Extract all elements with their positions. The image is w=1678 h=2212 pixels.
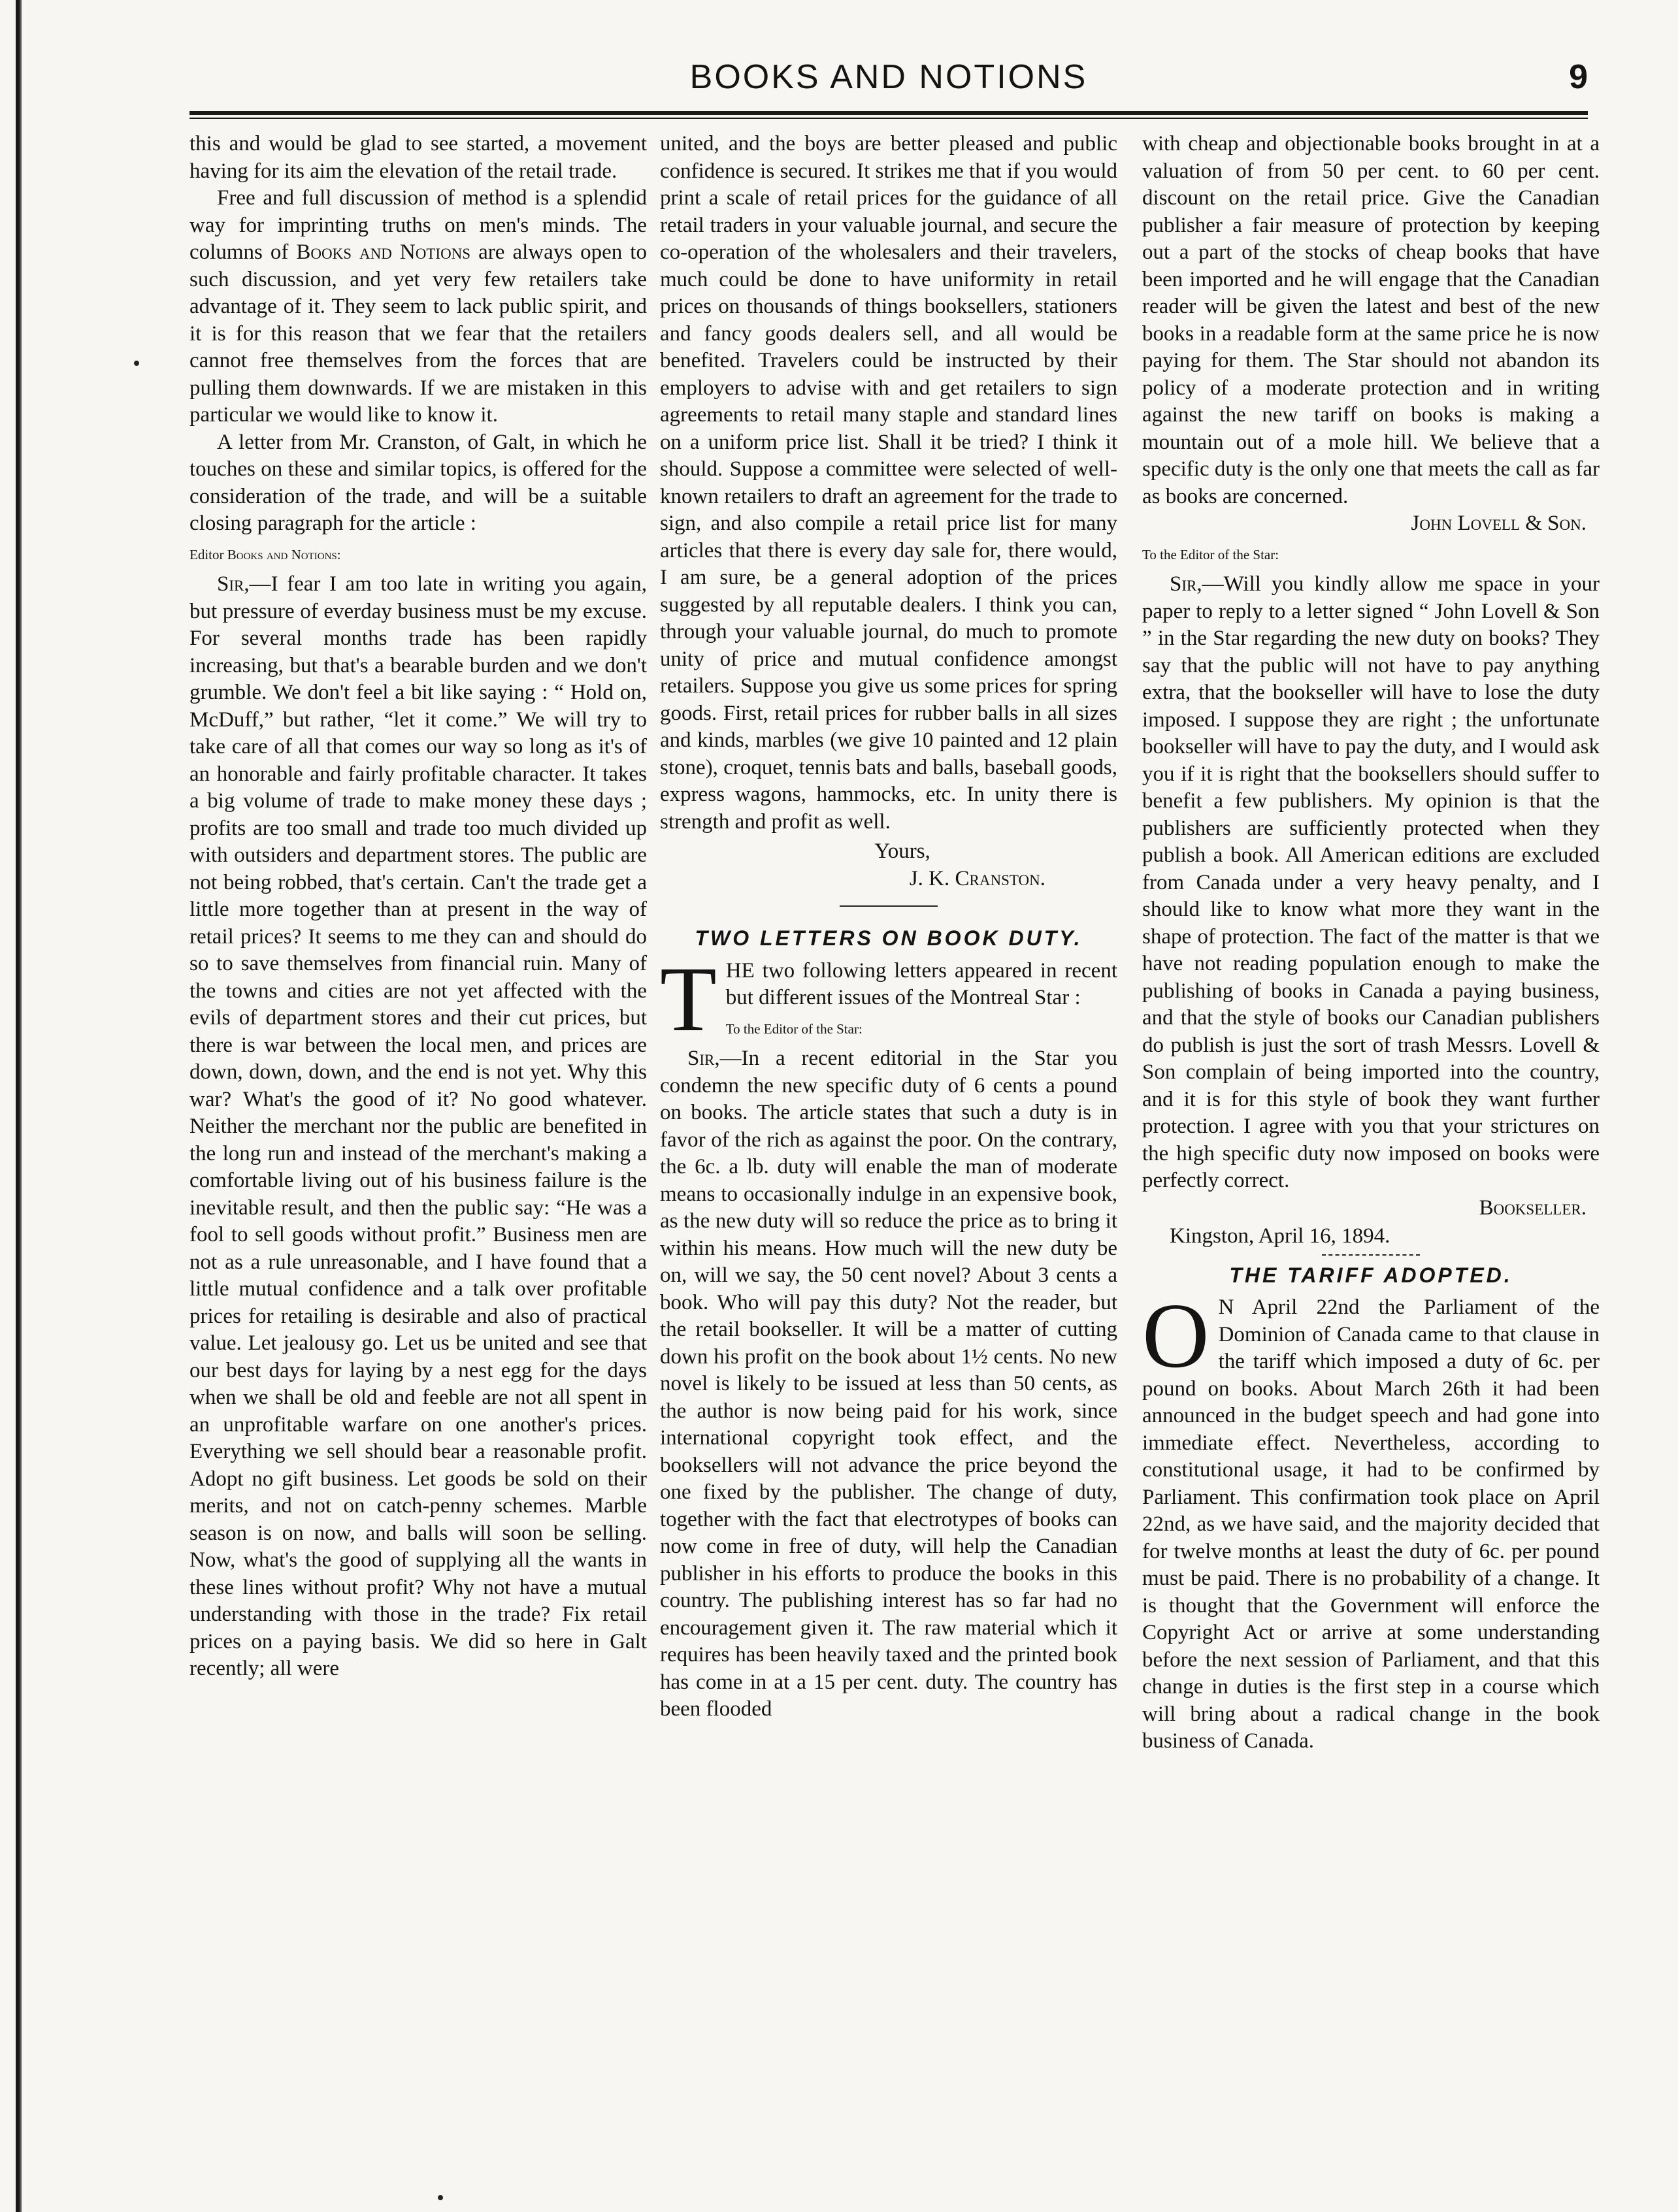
letter-body: Sir,—In a recent editorial in the Star you condemn the new specific duty of 6 cents a pound on books. The article states that such a duty is in favor of the rich as against the poor. On the contrary, the 6c. a lb. duty will enable the man of moderate means to occasionally indulge in an expensive book, as the new duty will so reduce the price as to bring it within his means. How much will the new duty be on, will we say, the 50 cent novel? About 3 cents a book. Who will pay this duty? Not the reader, but the retail bookseller. It will be a matter of cutting down his profit on the book about 1½ cents. No new novel is likely to be issued at less than 50 cents, as the author is now being paid for his work, since international copyright took effect, and the booksellers will not advance the price beyond the one fixed by the publisher. The change of duty, together with the fact that electrotypes of books can now come in free of duty, will help the Canadian publisher in his efforts to produce the books in this country. The publishing interest has so far had no encouragement given it. The raw material which it requires has been heavily taxed and the printed book has come in at a 15 per cent. duty. The country has been flooded: [660, 1047, 1117, 1721]
letter-salutation: To the Editor of the Star:: [725, 1020, 863, 1037]
letter-signature: John Lovell & Son.: [1411, 512, 1587, 535]
binding-edge-rule: [16, 0, 25, 2212]
drop-cap: T: [660, 947, 717, 1050]
article-paragraph: O N April 22nd the Parliament of the Dominion of Canada came to that clause in the tariff which imposed a duty of 6c. per pound on books. About March 26th it had been announced in the budget speech and had gone into immediate effect. Nevertheless, according to constitutional usage, it had to be confirmed by Parliament. This confirmation took place on April 22nd, as we have said, and the majority decided that for twelve months at least the duty of 6c. per pound must be paid. There is no probability of a change. It is thought that the Government will enforce the Copyright Act or arrive at some understanding before the next session of Parliament, and that this change in duties is the first step in a course which will bring about a radical change in the book business of Canada.: [1142, 1284, 1600, 1753]
letter-dateline: Kingston, April 16, 1894.: [1170, 1224, 1390, 1248]
letter-body: Sir,—Will you kindly allow me space in your paper to reply to a letter signed “ John Lovell & Son ” in the Star regarding the new duty on books? They say that the public will not have to pay anything extra, that the bookseller will have to lose the duty imposed. I suppose they are right ; the unfortunate bookseller will have to pay the duty, and I would ask you if it is right that the booksellers should suffer to benefit a few publishers. My opinion is that the publishers are sufficiently protected when they publish a book. All American editions are excluded from Canada under a very heavy penalty, and I should like to know what more they want in the shape of protection. The fact of the matter is that we have not reading population enough to make the publishing of books in Canada a paying business, and that the style of books our Canadian publishers do publish is just the sort of trash Messrs. Lovell & Son complain of being imported into the country, and it is for this style of book they want further protection. I agree with you that your strictures on the high specific duty now imposed on books were perfectly correct.: [1142, 572, 1600, 1192]
letter-body: Sir,—I fear I am too late in writing you again, but pressure of everday business must be my excuse. For several months trade has been rapidly increasing, but that's a bearable burden and we don't grumble. We don't feel a bit like saying : “ Hold on, McDuff,” but rather, “let it come.” We will try to take care of all that comes our way so long as it's of an honorable and fairly profitable character. It takes a big volume of trade to make money these days ; profits are too small and trade too much divided up with outsiders and department stores. The public are not being robbed, that's certain. Can't the trade get a little more together than at present in the way of retail prices? It seems to me they can and should do so to save themselves from financial ruin. Many of the towns and cities are not yet affected with the evils of department stores and their cut prices, but there is war between the local men, and prices are down, down, down, and the end is not yet. Why this war? What's the good of it? No good whatever. Neither the merchant nor the public are benefited in the long run and instead of the merchant's making a comfortable living out of his business failure is the inevitable result, and then the public say: “He was a fool to sell goods without profit.” Business men are not as a rule unreasonable, and I have found that a little mutual confidence and a talk over profitable prices for retailing is desirable and also of practical value. Let jealousy go. Let us be united and see that our best days for laying by a nest egg for the days when we shall be old and feeble are not all spent in an unprofitable warfare on one another's prices. Everything we sell should bear a reasonable profit. Adopt no gift business. Let goods be sold on their merits, and not on catch-penny schemes. Marble season is on now, and balls will soon be selling. Now, what's the good of supplying all the wants in these lines without profit? Why not have a mutual understanding with those in the trade? Fix retail prices on a paying basis. We did so here in Galt recently; all were: [189, 572, 647, 1680]
column-1: [189, 131, 647, 1683]
column-3: [1142, 131, 1600, 1755]
letter-salutation: Editor Books and Notions:: [189, 546, 341, 562]
letter-salutation: To the Editor of the Star:: [1142, 546, 1279, 562]
section-title: TWO LETTERS ON BOOK DUTY.: [695, 926, 1083, 950]
drop-cap: O: [1142, 1284, 1209, 1387]
running-title: BOOKS AND NOTIONS: [689, 58, 1088, 96]
stray-mark: [134, 361, 139, 366]
letter-closing: Yours,: [874, 839, 930, 863]
section-divider: [840, 905, 938, 907]
header-rule: [189, 111, 1588, 119]
paragraph: Free and full discussion of method is a splendid way for imprinting truths on men's minds. The columns of Books and Notions are always open to such discussion, and yet very few retailers take advantage of it. They seem to lack public spirit, and it is for this reason that we fear that the retailers cannot free themselves from the forces that are pulling them downwards. If we are mistaken in this particular we would like to know it.: [189, 186, 647, 427]
paragraph: this and would be glad to see started, a movement having for its aim the elevation of the retail trade.: [189, 132, 647, 183]
stray-mark: [438, 2195, 443, 2200]
section-title: THE TARIFF ADOPTED.: [1229, 1263, 1513, 1287]
section-divider: [1322, 1254, 1420, 1256]
letter-body-continued: with cheap and objectionable books brought in at a valuation of from 50 per cent. to 60 per cent. discount on the retail price. Give the Canadian publisher a fair measure of protection by keeping out a part of the stocks of cheap books that have been imported and he will engage that the Canadian reader will be given the latest and best of the new books in a readable form at the same price he is now paying for them. The Star should not abandon its policy of a moderate protection and in writing against the new tariff on books is making a mountain out of a mole hill. We believe that a specific duty is the only one that meets the call as far as books are concerned.: [1142, 132, 1600, 508]
intro-paragraph: THE two following letters appeared in recent but different issues of the Montreal Star :: [660, 947, 1117, 1050]
letter-signature: J. K. Cranston.: [909, 866, 1045, 890]
letter-body-continued: united, and the boys are better pleased and public confidence is secured. It strikes me that if you would print a scale of retail prices for the guidance of all retail traders in your valuable journal, and secure the co-operation of the wholesalers and their travelers, much could be done to have uniformity in retail prices on thousands of things booksellers, stationers and fancy goods dealers sell, and all would be benefited. Travelers could be instructed by their employers to advise with and get retailers to sign agreements to retail many staple and standard lines on a uniform price list. Shall it be tried? I think it should. Suppose a committee were selected of well-known retailers to draft an agreement for the trade to sign, and also compile a retail price list for many articles that there is every day sale for, there would, I am sure, be a general adoption of the prices suggested by all reputable dealers. I think you can, through your valuable journal, do much to promote unity of price and mutual confidence amongst retailers. Suppose you give us some prices for spring goods. First, retail prices for rubber balls in all sizes and kinds, marbles (we give 10 painted and 12 plain stone), croquet, tennis bats and balls, baseball goods, express wagons, hammocks, etc. In unity there is strength and profit as well.: [660, 132, 1117, 834]
publication-name: Books and Notions: [296, 240, 471, 264]
column-2: [660, 131, 1117, 1723]
page-number: 9: [1569, 58, 1588, 96]
page-header: [189, 57, 1588, 110]
letter-signature: Bookseller.: [1479, 1195, 1587, 1220]
paragraph: A letter from Mr. Cranston, of Galt, in which he touches on these and similar topics, is offered for the consideration of the trade, and will be a suitable closing paragraph for the article :: [189, 430, 647, 535]
